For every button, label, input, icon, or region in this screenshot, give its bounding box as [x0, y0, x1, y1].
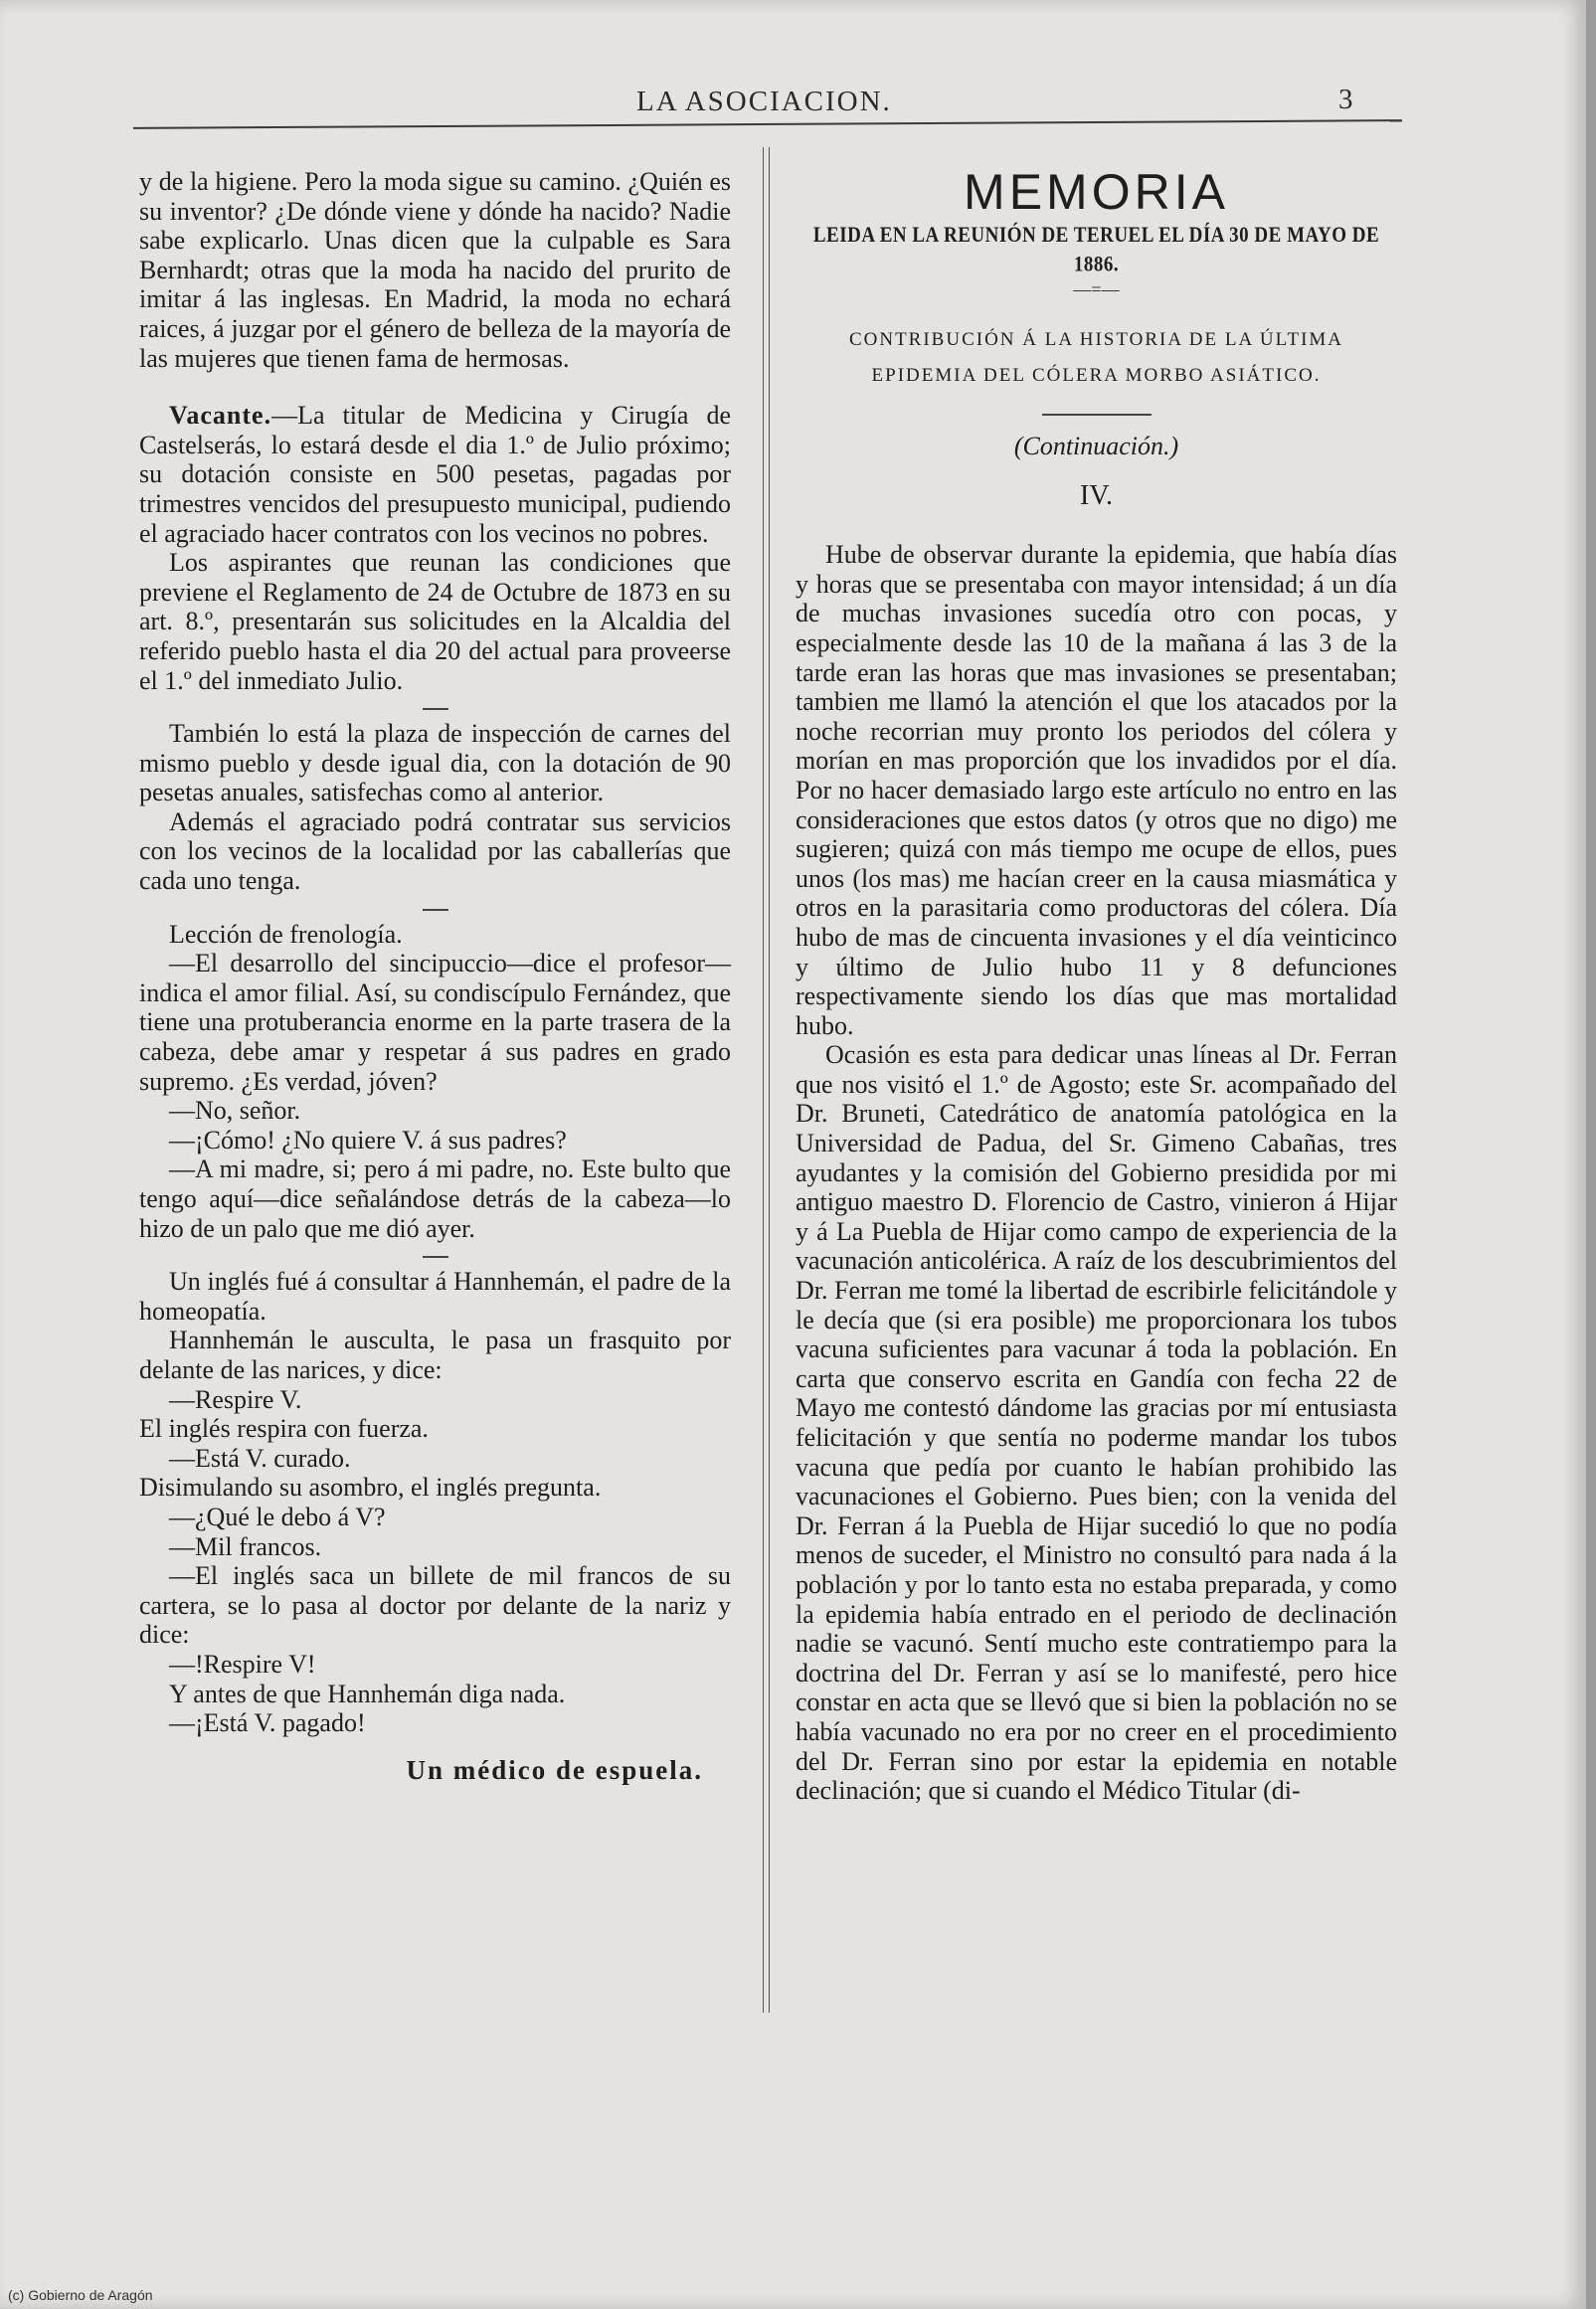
article-paragraph: Hube de observar durante la epidemia, que había días y horas que se presentaba con mayor intensidad; á un día de muchas invasiones sucedía otro con pocas, y especialmente desde las 10 de la mañana á las 3 de la tarde eran las horas que mas invasiones se presentaban; tambien me llamó la atención el que los atacados por la noche recorrian muy pronto los periodos del cólera y morían en mas proporción que los invadidos por el día. Por no hacer demasiado largo este artículo no entro en las consideraciones que estos datos (y otros que no digo) me sugieren; quizá con más tiempo me ocupe de ellos, pues unos (los mas) me hacían creer en la causa miasmática y otros en la parasitaria como productoras del cólera. Día hubo de mas de cincuenta invasiones y el día veinticinco y último de Julio hubo 11 y 8 defunciones respectivamente siendo los días que mas mortalidad hubo. — [796, 540, 1397, 1040]
page-number: 3 — [1338, 84, 1353, 115]
anecdote-line: Lección de frenología. — [169, 919, 403, 949]
anecdote-line: —!Respire V! — [169, 1649, 316, 1679]
ingles-block — [139, 1267, 731, 1738]
anecdote-line: —No, señor. — [169, 1096, 301, 1126]
frenologia-block — [139, 920, 731, 1244]
article-paragraph: También lo está la plaza de inspección de carnes del mismo pueblo y desde igual dia, con la dotación de 90 pesetas anuales, satisfechas como al anterior. — [139, 719, 731, 807]
article-paragraph: Ocasión es esta para dedicar unas líneas al Dr. Ferran que nos visitó el 1.º de Agosto; este Sr. acompañado del Dr. Bruneti, Catedrático de anatomía patológica en la Universidad de Padua, del Sr. Gimeno Cabañas, tres ayudantes y la comisión del Gobierno presidida por mi antiguo maestro D. Florencio de Castro, vinieron á Hijar y á La Puebla de Hijar como campo de experiencia de la vacunación anticolérica. A raíz de los descubrimientos del Dr. Ferran me tomé la libertad de escribirle felicitándole y le decía que (si era posible) me proporcionara los tubos vacuna suficientes para vacunar á toda la población. En carta que conservo escrita en Gandía con fecha 22 de Mayo me contestó dándome las gracias por mí entusiasta felicitación y que sentía no poderme mandar los tubos vacuna que pedía por cuanto le habían prohibido las vacunaciones el Gobierno. Pues bien; con la venida del Dr. Ferran á la Puebla de Hijar sucedió lo que no podía menos de suceder, el Ministro no consultó para nada á la población y por lo tanto esta no estaba preparada, y como la epidemia había entrado en el periodo de declinación nadie se vacunó. Sentí mucho este contratiempo para la doctrina del Dr. Ferran y así se lo manifesté, pero hice constar en acta que se llevó que si bien la población no se había vacunado no era por no creer en el procedimiento del Dr. Ferran sino por estar la epidemia en notable declinación; que si cuando el Médico Titular (di- — [796, 1040, 1397, 1806]
article-paragraph: y de la higiene. Pero la moda sigue su camino. ¿Quién es su inventor? ¿De dónde viene y dónde ha nacido? Nadie sabe explicarlo. Unas dicen que la culpable es Sara Bernhardt; otras que la moda ha nacido del prurito de imitar á las inglesas. En Madrid, la moda no echará raices, á juzgar por el género de belleza de la mayoría de las mujeres que tienen fama de hermosas. — [139, 167, 731, 373]
section-dash — [139, 900, 731, 916]
header-rule — [133, 119, 1402, 129]
anecdote-line: Y antes de que Hannhemán diga nada. — [169, 1679, 566, 1708]
anecdote-line: Un inglés fué á consultar á Hannhemán, el padre de la homeopatía. — [139, 1267, 731, 1326]
anecdote-line: —¡Está V. pagado! — [169, 1708, 366, 1738]
anecdote-line: Hannhemán le ausculta, le pasa un frasquito por delante de las narices, y dice: — [139, 1326, 731, 1384]
anecdote-line: —Respire V. — [169, 1384, 302, 1414]
section-dash — [139, 699, 731, 715]
contribution-heading: CONTRIBUCIÓN Á LA HISTORIA DE LA ÚLTIMA EPIDEMIA DEL CÓLERA MORBO ASIÁTICO. — [848, 329, 1344, 386]
anecdote-line: —El inglés saca un billete de mil francos de su cartera, se lo pasa al doctor por delante de la nariz y dice: — [139, 1561, 731, 1650]
copyright-notice: (c) Gobierno de Aragón — [8, 2287, 153, 2303]
vacante-lead: Vacante. — [169, 401, 272, 431]
article-paragraph: Los aspirantes que reunan las condiciones que previene el Reglamento de 24 de Octubre de 1873 en su art. 8.º, presentarán sus solicitudes en la Alcaldia del referido pueblo hasta el dia 20 del actual para proveerse el 1.º del inmediato Julio. — [139, 548, 731, 695]
column-divider — [769, 147, 770, 2013]
memoria-title: MEMORIA — [964, 164, 1229, 220]
running-head: LA ASOCIACION. — [636, 86, 892, 117]
anecdote-line: —¡Cómo! ¿No quiere V. á sus padres? — [169, 1125, 567, 1154]
section-number: IV. — [1080, 479, 1113, 511]
subtitle-rule: —=— — [1073, 279, 1120, 299]
continuation-label: (Continuación.) — [1013, 432, 1179, 460]
column-divider — [763, 147, 764, 2013]
section-dash — [139, 1247, 731, 1263]
short-rule — [1042, 414, 1152, 416]
anecdote-line: El inglés respira con fuerza. — [139, 1414, 429, 1444]
anecdote-line: —El desarrollo del sincipuccio—dice el profesor—indica el amor filial. Así, su condiscípulo Fernández, que tiene una protuberancia enorme en la parte trasera de la cabeza, debe amar y respetar á sus padres en grado supremo. ¿Es verdad, jóven? — [139, 949, 731, 1096]
article-paragraph: Además el agraciado podrá contratar sus servicios con los vecinos de la localidad por las caballerías que cada uno tenga. — [139, 806, 731, 896]
anecdote-line: —¿Qué le debo á V? — [169, 1502, 386, 1531]
vacante-paragraph — [139, 401, 731, 548]
anecdote-line: —A mi madre, si; pero á mi padre, no. Este bulto que tengo aquí—dice señalándose detrás de la cabeza—lo hizo de un palo que me dió ayer. — [139, 1154, 731, 1243]
right-column — [796, 164, 1397, 1806]
anecdote-line: —Está V. curado. — [169, 1443, 351, 1473]
signature: Un médico de espuela. — [406, 1754, 703, 1785]
memoria-subtitle: LEIDA EN LA REUNIÓN DE TERUEL EL DÍA 30 DE MAYO DE 1886. — [812, 223, 1380, 277]
anecdote-line: —Mil francos. — [169, 1531, 322, 1561]
anecdote-line: Disimulando su asombro, el inglés pregunta. — [139, 1473, 602, 1503]
left-column — [139, 167, 731, 1785]
vacante-text: —La titular de Medicina y Cirugía de Castelserás, lo estará desde el dia 1.º de Julio próximo; su dotación consiste en 500 pesetas, pagadas por trimestres vencidos del presupuesto municipal, pudiendo el agraciado hacer contratos con los vecinos no pobres. — [139, 401, 731, 548]
